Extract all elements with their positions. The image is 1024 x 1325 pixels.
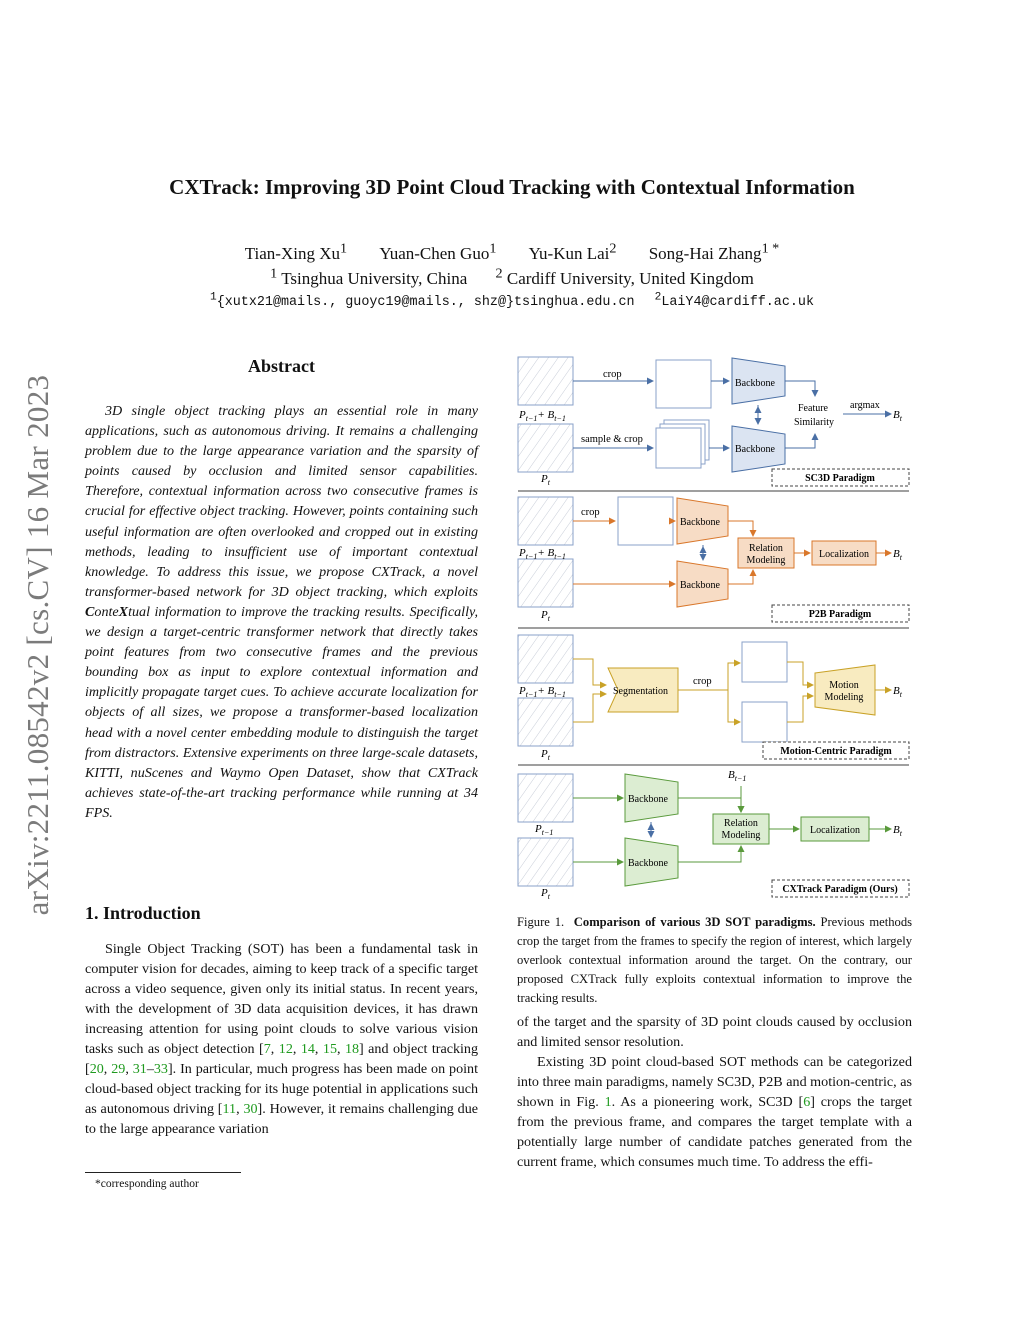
svg-text:Backbone: Backbone	[628, 794, 668, 805]
svg-text:Modeling: Modeling	[824, 692, 864, 703]
panel-cxtrack	[518, 769, 909, 900]
citation-link[interactable]: 6	[803, 1094, 811, 1110]
cropped-patch	[656, 360, 711, 408]
citation-link[interactable]: 15	[322, 1041, 337, 1057]
figure-link[interactable]: 1	[604, 1094, 612, 1110]
svg-text:Relation: Relation	[724, 818, 758, 829]
svg-text:crop: crop	[603, 369, 622, 380]
author-list	[0, 240, 1024, 264]
svg-text:Feature: Feature	[798, 403, 828, 414]
right-column-text	[517, 1012, 912, 1172]
point-cloud-thumbnail	[518, 424, 573, 472]
citation-link[interactable]: 31	[132, 1061, 147, 1077]
svg-text:Backbone: Backbone	[735, 444, 775, 455]
svg-text:Modeling: Modeling	[746, 555, 786, 566]
citation-link[interactable]: 11	[222, 1101, 237, 1117]
affiliation: $^1$ Tsinghua University, China	[270, 265, 468, 288]
svg-text:Pt−1+ Bt−1: $P_{t-1}+ B_{t-1}$	[519, 547, 566, 561]
arxiv-id: arXiv:2211.08542v2 [cs.CV] 16 Mar 2023	[20, 374, 55, 916]
arxiv-stamp	[16, 350, 60, 940]
cropped-patch	[742, 642, 787, 682]
svg-text:P2B Paradigm: P2B Paradigm	[808, 609, 872, 620]
figure-1	[513, 352, 913, 900]
svg-text:Pt−1+ Bt−1: $P_{t-1}+ B_{t-1}$	[519, 409, 566, 423]
footnote: *corresponding author	[95, 1178, 199, 1190]
candidate-patches	[656, 428, 701, 468]
section-heading: 1. Introduction	[85, 903, 201, 923]
email: $^1${xutx21@mails., guoyc19@mails., shz@}tsinghua.edu.cn	[210, 292, 635, 311]
svg-text:Backbone: Backbone	[735, 378, 775, 389]
cropped-patch	[742, 702, 787, 742]
abstract-body: 3D single object tracking plays an essential role in many applications, such as autonomous driving. It remains a challenging problem due to the large appearance variation and the sparsity of points caused by occlusion and limited sensor capabilities. Therefore, contextual information across two consecutive frames is crucial for effective object tracking. However, points containing such useful information are often overlooked and cropped out in existing methods, leading to insufficient use of important contextual knowledge. To address this issue, we propose CXTrack, a novel transformer-based network for 3D object tracking, which exploits ConteXtual information to improve the tracking results. Specifically, we design a target-centric transformer network that directly takes point features from two consecutive frames and the previous bounding box as input to explore contextual information and implicitly propagate target cues. To achieve accurate localization for objects of all sizes, we propose a transformer-based localization head with a novel center embedding module to distinguish the target from distractors. Extensive experiments on three large-scale datasets, KITTI, nuScenes and Waymo Open Dataset, show that CXTrack achieves state-of-the-art tracking performance while running at 34 FPS.	[85, 403, 478, 821]
cropped-patch	[618, 497, 673, 545]
paragraph: Existing 3D point cloud-based SOT methods can be categorized into three main paradigms, namely SC3D, P2B and motion-centric, as shown in Fig. 1. As a pioneering work, SC3D [6] crops the target from the previous frame, and compares the target template with a potentially large number of candidate patches generated from the current frame, which consumes much time. To address the effi-	[517, 1054, 912, 1170]
paper-title: CXTrack: Improving 3D Point Cloud Tracking with Contextual Information	[169, 175, 855, 199]
svg-text:Pt−1+ Bt−1: $P_{t-1}+ B_{t-1}$	[519, 685, 566, 699]
point-cloud-thumbnail	[518, 838, 573, 886]
point-cloud-thumbnail	[518, 698, 573, 746]
svg-text:Motion: Motion	[829, 680, 859, 691]
affiliation-list	[0, 265, 1024, 289]
svg-text:crop: crop	[581, 507, 600, 518]
svg-text:Bt: $B_t$	[893, 824, 902, 838]
author: Song-Hai Zhang$^{1 *}$	[648, 240, 780, 263]
svg-text:Relation: Relation	[749, 543, 783, 554]
panel-motion-centric	[518, 635, 909, 762]
abstract-heading: Abstract	[248, 356, 315, 376]
point-cloud-thumbnail	[518, 774, 573, 822]
svg-text:CXTrack Paradigm (Ours): CXTrack Paradigm (Ours)	[782, 884, 898, 895]
svg-text:Bt−1: $B_{t-1}$	[728, 769, 747, 783]
svg-text:Bt: $B_t$	[893, 409, 902, 423]
svg-text:Backbone: Backbone	[680, 580, 720, 591]
svg-text:Motion-Centric Paradigm: Motion-Centric Paradigm	[780, 746, 892, 757]
svg-text:Segmentation: Segmentation	[613, 686, 668, 697]
svg-text:Bt: $B_t$	[893, 548, 902, 562]
citation-link[interactable]: 18	[344, 1041, 360, 1057]
citation-link[interactable]: 30	[243, 1101, 258, 1117]
point-cloud-thumbnail	[518, 357, 573, 405]
footnote-rule	[85, 1172, 241, 1173]
svg-text:Backbone: Backbone	[680, 517, 720, 528]
svg-text:crop: crop	[693, 676, 712, 687]
citation-link[interactable]: 14	[300, 1041, 315, 1057]
panel-p2b	[518, 497, 909, 623]
author: Yuan-Chen Guo$^1$	[379, 240, 497, 263]
svg-text:Pt: $P_t$	[541, 748, 550, 762]
svg-text:Localization: Localization	[810, 825, 860, 836]
svg-text:sample & crop: sample & crop	[581, 434, 643, 445]
point-cloud-thumbnail	[518, 559, 573, 607]
author: Tian-Xing Xu$^1$	[244, 240, 348, 263]
email: $^2$LaiY4@cardiff.ac.uk	[654, 292, 814, 311]
author: Yu-Kun Lai$^2$	[528, 240, 617, 263]
svg-text:Pt: $P_t$	[541, 609, 550, 623]
svg-text:Pt: $P_t$	[541, 887, 550, 900]
point-cloud-thumbnail	[518, 497, 573, 545]
intro-paragraph: Single Object Tracking (SOT) has been a fundamental task in computer vision for decades, aiming to keep track of a specific target across a video sequence, given only its initial status. In recent years, with the development of 3D data acquisition devices, it has drawn increasing attention for using point clouds to solve various vision tasks such as object detection [7, 12, 14, 15, 18] and object tracking [20, 29, 31–33]. In particular, much progress has been made on point cloud-based object tracking for its huge potential in applications such as autonomous driving [11, 30]. However, it remains challenging due to the large appearance variation	[85, 941, 479, 1137]
svg-text:Backbone: Backbone	[628, 858, 668, 869]
citation-link[interactable]: 29	[111, 1061, 126, 1077]
point-cloud-thumbnail	[518, 635, 573, 683]
svg-text:Bt: $B_t$	[893, 685, 902, 699]
svg-text:Localization: Localization	[819, 549, 869, 560]
email-list	[0, 292, 1024, 310]
svg-text:Similarity: Similarity	[794, 417, 834, 428]
svg-text:Pt−1: $P_{t-1}$	[535, 823, 554, 837]
citation-link[interactable]: 7	[263, 1041, 271, 1057]
paragraph: of the target and the sparsity of 3D point clouds caused by occlusion and limited sensor resolution.	[517, 1014, 912, 1050]
svg-text:argmax: argmax	[850, 400, 880, 411]
citation-link[interactable]: 20	[89, 1061, 104, 1077]
svg-text:Modeling: Modeling	[721, 830, 761, 841]
figure-caption: Figure 1. Comparison of various 3D SOT paradigms. Previous methods crop the target from the frames to specify the region of interest, which largely overlook contextual information around the target. On the contrary, our proposed CXTrack fully exploits contextual information to improve the tracking results.	[517, 915, 913, 1005]
svg-text:Pt: $P_t$	[541, 473, 550, 487]
citation-link[interactable]: 33	[153, 1061, 168, 1077]
citation-link[interactable]: 12	[278, 1041, 293, 1057]
svg-text:SC3D Paradigm: SC3D Paradigm	[805, 473, 875, 484]
affiliation: $^2$ Cardiff University, United Kingdom	[495, 265, 754, 288]
panel-sc3d	[518, 357, 909, 487]
